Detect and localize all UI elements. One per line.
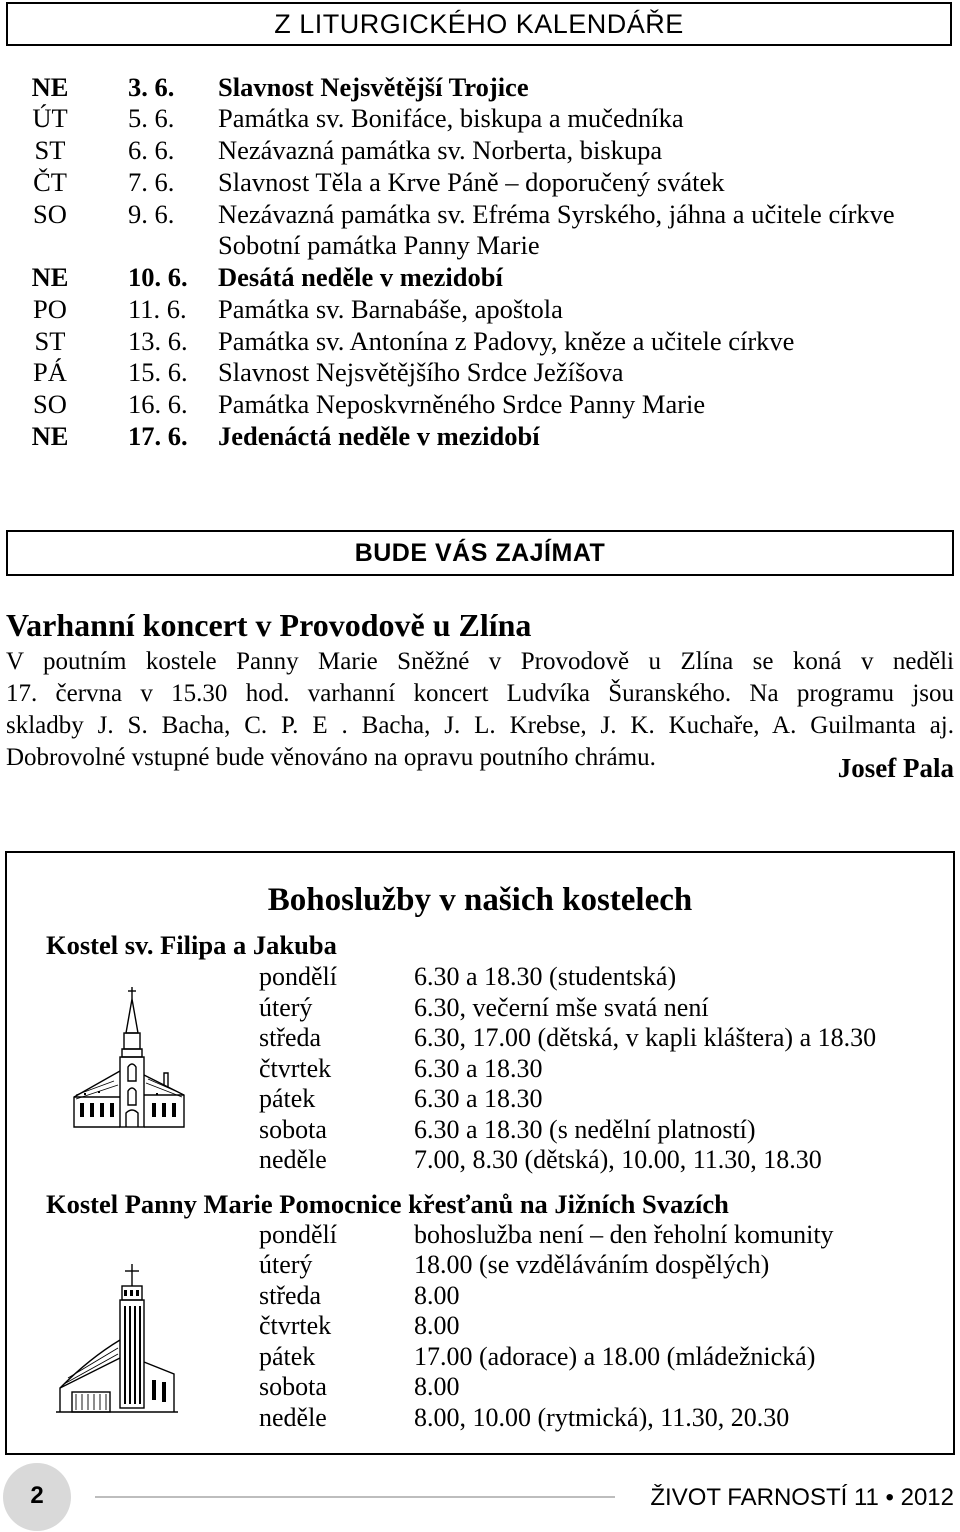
calendar-day: NE [31, 262, 69, 292]
service-day: čtvrtek [259, 1311, 332, 1340]
page-number-badge [3, 1463, 71, 1531]
modern-church-icon [54, 1262, 180, 1422]
service-day: sobota [259, 1372, 327, 1401]
calendar-day: SO [33, 199, 67, 229]
service-times: 6.30, 17.00 (dětská, v kapli kláštera) a 18.30 [414, 1023, 877, 1052]
service-day: středa [259, 1281, 322, 1310]
service-day: pondělí [259, 962, 337, 991]
article-line: V poutním kostele Panny Marie Sněžné v Provodově u Zlína se koná v neděli [6, 648, 954, 675]
calendar-date: 17. 6. [128, 421, 188, 451]
calendar-event: Jedenáctá neděle v mezidobí [218, 421, 540, 451]
article-line: Dobrovolné vstupné bude věnováno na opravu poutního chrámu. [6, 744, 656, 771]
church-tower-icon [64, 985, 194, 1135]
service-times: 18.00 (se vzděláváním dospělých) [414, 1250, 770, 1279]
service-times: 7.00, 8.30 (dětská), 10.00, 11.30, 18.30 [414, 1145, 822, 1174]
calendar-date: 9. 6. [128, 199, 175, 229]
article-author: Josef Pala [837, 753, 954, 783]
calendar-day: SO [33, 389, 67, 419]
service-day: neděle [259, 1403, 327, 1432]
calendar-event: Památka sv. Antonína z Padovy, kněze a učitele církve [218, 326, 795, 356]
calendar-event: Památka sv. Bonifáce, biskupa a mučedníka [218, 103, 684, 133]
calendar-event: Slavnost Nejsvětější Trojice [218, 72, 529, 102]
church-name: Kostel Panny Marie Pomocnice křesťanů na Jižních Svazích [46, 1189, 729, 1219]
service-times: 6.30 a 18.30 (s nedělní platností) [414, 1115, 756, 1144]
calendar-day: ST [34, 135, 66, 165]
service-times: 8.00 [414, 1311, 460, 1340]
service-times: 6.30 a 18.30 [414, 1084, 543, 1113]
calendar-event: Slavnost Těla a Krve Páně – doporučený svátek [218, 167, 725, 197]
calendar-event: Památka sv. Barnabáše, apoštola [218, 294, 563, 324]
calendar-heading: Z LITURGICKÉHO KALENDÁŘE [274, 9, 684, 39]
church-name: Kostel sv. Filipa a Jakuba [46, 930, 337, 960]
calendar-date: 3. 6. [128, 72, 175, 102]
calendar-day: NE [31, 421, 69, 451]
article-title: Varhanní koncert v Provodově u Zlína [6, 607, 532, 643]
service-day: sobota [259, 1115, 327, 1144]
service-day: středa [259, 1023, 322, 1052]
calendar-date: 13. 6. [128, 326, 188, 356]
service-day: úterý [259, 1250, 313, 1279]
calendar-day: ÚT [32, 103, 68, 133]
page-number: 2 [30, 1482, 44, 1509]
calendar-event: Sobotní památka Panny Marie [218, 230, 540, 260]
calendar-date: 16. 6. [128, 389, 188, 419]
calendar-day: NE [31, 72, 69, 102]
calendar-day: PO [33, 294, 67, 324]
service-times: 8.00, 10.00 (rytmická), 11.30, 20.30 [414, 1403, 790, 1432]
service-times: 17.00 (adorace) a 18.00 (mládežnická) [414, 1342, 816, 1371]
service-times: 6.30, večerní mše svatá není [414, 993, 709, 1022]
footer-divider [95, 1496, 615, 1498]
service-day: pátek [259, 1342, 316, 1371]
calendar-heading-box [6, 2, 952, 46]
service-times: 8.00 [414, 1372, 460, 1401]
service-times: 8.00 [414, 1281, 460, 1310]
calendar-event: Památka Neposkvrněného Srdce Panny Marie [218, 389, 706, 419]
magazine-title: ŽIVOT FARNOSTÍ 11 • 2012 [650, 1484, 954, 1511]
calendar-date: 15. 6. [128, 357, 188, 387]
article-line: 17. června v 15.30 hod. varhanní koncert Ludvíka Šuranského. Na programu jsou [6, 680, 954, 707]
calendar-date: 7. 6. [128, 167, 175, 197]
calendar-day: ST [34, 326, 66, 356]
interest-heading: BUDE VÁS ZAJÍMAT [354, 539, 606, 567]
calendar-date: 10. 6. [128, 262, 188, 292]
service-times: bohoslužba není – den řeholní komunity [414, 1220, 834, 1249]
calendar-day: ČT [33, 167, 67, 197]
service-times: 6.30 a 18.30 (studentská) [414, 962, 677, 991]
services-title: Bohoslužby v našich kostelech [267, 882, 693, 918]
service-day: neděle [259, 1145, 327, 1174]
service-day: úterý [259, 993, 313, 1022]
article-line: skladby J. S. Bacha, C. P. E . Bacha, J. L. Krebse, J. K. Kuchaře, A. Guilmanta aj. [6, 712, 954, 739]
service-day: pondělí [259, 1220, 337, 1249]
calendar-date: 6. 6. [128, 135, 175, 165]
service-day: čtvrtek [259, 1054, 332, 1083]
calendar-event: Nezávazná památka sv. Norberta, biskupa [218, 135, 663, 165]
service-day: pátek [259, 1084, 316, 1113]
calendar-event: Slavnost Nejsvětějšího Srdce Ježíšova [218, 357, 624, 387]
calendar-event: Nezávazná památka sv. Efréma Syrského, jáhna a učitele církve [218, 199, 895, 229]
calendar-day: PÁ [33, 357, 67, 387]
service-times: 6.30 a 18.30 [414, 1054, 543, 1083]
calendar-date: 5. 6. [128, 103, 175, 133]
calendar-date: 11. 6. [128, 294, 187, 324]
calendar-event: Desátá neděle v mezidobí [218, 262, 503, 292]
interest-heading-box [6, 530, 954, 576]
